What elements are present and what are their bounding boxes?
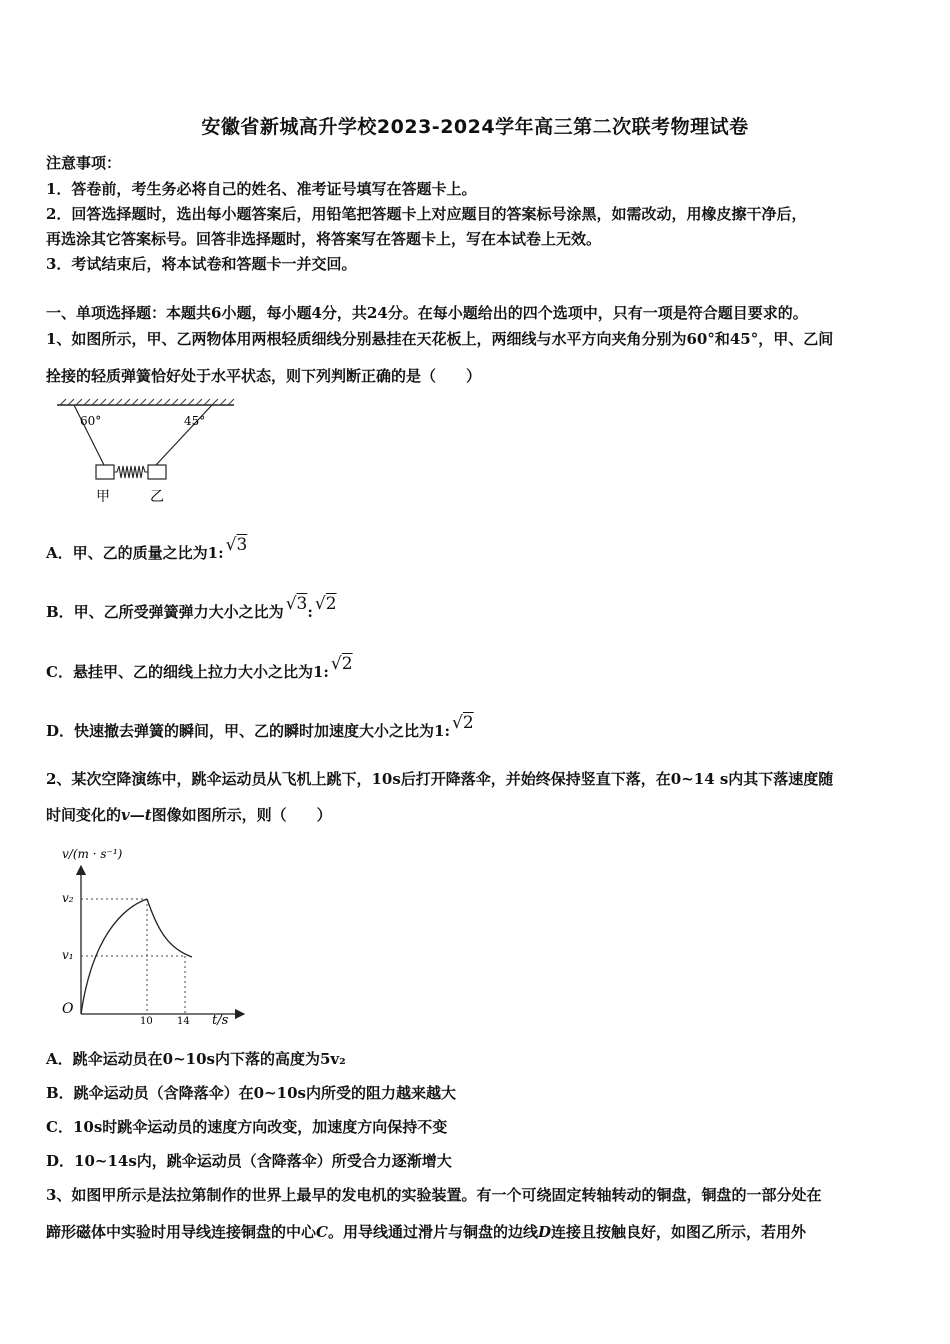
x-tick-label-14: 14 [177,1016,190,1027]
angle-right-label: 45° [184,414,206,428]
question-1-stem-cont: 拴接的轻质弹簧恰好处于水平状态，则下列判断正确的是（ ） [46,367,482,385]
question-2-option-b: B．跳伞运动员（含降落伞）在0~10s内所受的阻力越来越大 [46,1084,457,1102]
origin-label: O [62,1001,74,1017]
y-tick-label-v2: v₂ [62,891,74,905]
label-yi: 乙 [150,489,164,505]
question-2-vt-chart [52,838,252,1033]
question-2-stem: 2、某次空降演练中，跳伞运动员从飞机上跳下，10s后打开降落伞，并始终保持竖直下落，在0~14 s内其下落速度随 [46,770,834,788]
notes-item: 2．回答选择题时，选出每小题答案后，用铅笔把答题卡上对应题目的答案标号涂黑，如需改动，用橡皮擦干净后， [46,205,807,223]
ceiling-hatch [60,399,234,405]
notes-heading: 注意事项： [46,154,122,172]
spring [114,466,148,478]
question-3-stem: 3、如图甲所示是法拉第制作的世界上最早的发电机的实验装置。有一个可绕固定转轴转动的铜盘，铜盘的一部分处在 [46,1186,822,1204]
section-heading: 一、单项选择题：本题共6小题，每小题4分，共24分。在每小题给出的四个选项中，只有一项是符合题目要求的。 [46,304,808,322]
notes-item: 3．考试结束后，将本试卷和答题卡一并交回。 [46,255,357,273]
block-yi [148,465,166,479]
y-axis-label: v/(m · s⁻¹) [62,847,123,861]
question-2-option-c: C．10s时跳伞运动员的速度方向改变，加速度方向保持不变 [46,1118,448,1136]
notes-item: 再选涂其它答案标号。回答非选择题时，将答案写在答题卡上，写在本试卷上无效。 [46,230,602,248]
y-tick-label-v1: v₁ [62,948,74,962]
question-1-option-b: B．甲、乙所受弹簧弹力大小之比为 √3: √2 [46,594,337,621]
question-2-stem-cont: 时间变化的v—t图像如图所示，则（ ） [46,806,332,824]
question-1-stem: 1、如图所示，甲、乙两物体用两根轻质细线分别悬挂在天花板上，两细线与水平方向夹角分别为60°和45°，甲、乙间 [46,330,834,348]
notes-item: 1．答卷前，考生务必将自己的姓名、准考证号填写在答题卡上。 [46,180,477,198]
question-2-option-d: D．10~14s内，跳伞运动员（含降落伞）所受合力逐渐增大 [46,1152,452,1170]
x-tick-label-10: 10 [140,1016,153,1027]
question-1-figure [52,395,242,510]
label-jia: 甲 [96,489,110,505]
question-2-option-a: A．跳伞运动员在0~10s内下落的高度为5v₂ [46,1050,346,1068]
vt-curve-decelerating [147,899,192,957]
x-axis-label: t/s [212,1013,229,1028]
angle-left-label: 60° [80,414,102,428]
question-1-option-a: A．甲、乙的质量之比为1: √3 [46,535,248,562]
question-3-stem-cont: 蹄形磁体中实验时用导线连接铜盘的中心C。用导线通过滑片与铜盘的边线D连接且按触良好，如图乙所示，若用外 [46,1223,807,1241]
block-jia [96,465,114,479]
question-1-option-c: C．悬挂甲、乙的细线上拉力大小之比为1: √2 [46,654,353,681]
page-title: 安徽省新城高升学校2023-2024学年高三第二次联考物理试卷 [201,116,749,138]
question-1-option-d: D．快速撤去弹簧的瞬间，甲、乙的瞬时加速度大小之比为1: √2 [46,713,474,740]
